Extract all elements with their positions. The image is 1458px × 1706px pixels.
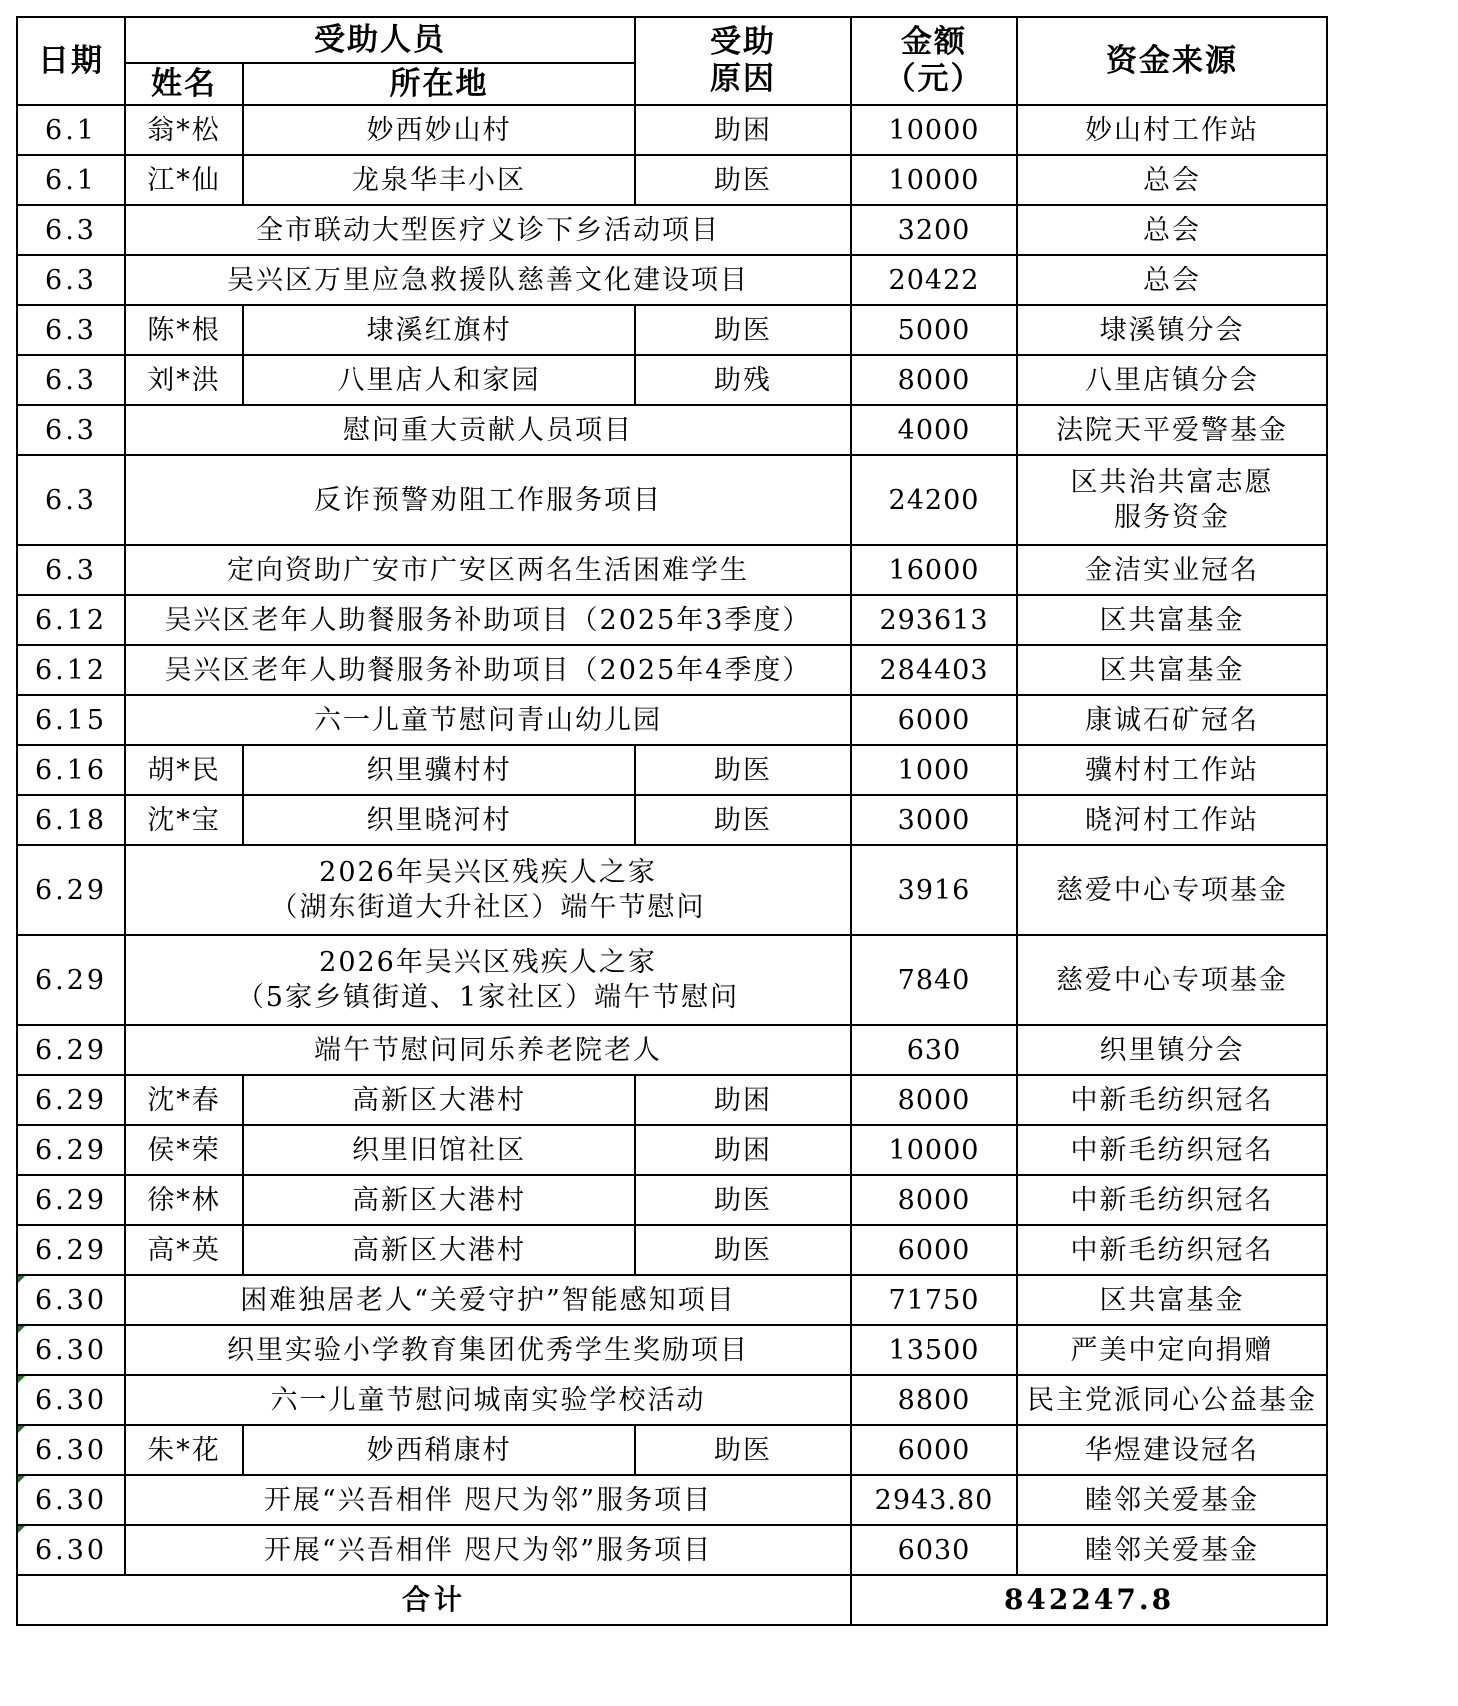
date-cell: 6.3 (17, 355, 125, 405)
table-row (17, 595, 1327, 645)
header-reason: 受助 原因 (635, 17, 851, 105)
source-cell: 织里镇分会 (1017, 1025, 1327, 1075)
source-cell: 中新毛纺织冠名 (1017, 1075, 1327, 1125)
source-cell: 骥村村工作站 (1017, 745, 1327, 795)
header-amount: 金额 （元） (851, 17, 1017, 105)
reason-cell: 助医 (635, 745, 851, 795)
source-cell: 法院天平爱警基金 (1017, 405, 1327, 455)
amount-cell: 6030 (851, 1525, 1017, 1575)
reason-cell: 助医 (635, 305, 851, 355)
location-cell: 高新区大港村 (243, 1075, 635, 1125)
table-row (17, 1275, 1327, 1325)
source-cell: 八里店镇分会 (1017, 355, 1327, 405)
source-cell: 晓河村工作站 (1017, 795, 1327, 845)
source-cell: 金洁实业冠名 (1017, 545, 1327, 595)
date-cell: 6.1 (17, 155, 125, 205)
project-cell: 端午节慰问同乐养老院老人 (125, 1025, 851, 1075)
amount-cell: 4000 (851, 405, 1017, 455)
project-cell: 2026年吴兴区残疾人之家 （5家乡镇街道、1家社区）端午节慰问 (125, 935, 851, 1025)
table-row (17, 1425, 1327, 1475)
table-row (17, 1475, 1327, 1525)
location-cell: 高新区大港村 (243, 1225, 635, 1275)
reason-cell: 助医 (635, 1175, 851, 1225)
source-cell: 区共治共富志愿 服务资金 (1017, 455, 1327, 545)
table-row (17, 1175, 1327, 1225)
table-row (17, 795, 1327, 845)
date-cell: 6.12 (17, 595, 125, 645)
table-row (17, 695, 1327, 745)
reason-cell: 助困 (635, 1075, 851, 1125)
total-row (17, 1575, 1327, 1625)
name-cell: 江*仙 (125, 155, 243, 205)
table-row (17, 1075, 1327, 1125)
amount-cell: 71750 (851, 1275, 1017, 1325)
project-cell: 2026年吴兴区残疾人之家 （湖东街道大升社区）端午节慰问 (125, 845, 851, 935)
reason-cell: 助困 (635, 1125, 851, 1175)
source-cell: 睦邻关爱基金 (1017, 1525, 1327, 1575)
date-cell: 6.3 (17, 255, 125, 305)
table-row (17, 105, 1327, 155)
header-date: 日期 (17, 17, 125, 105)
reason-cell: 助困 (635, 105, 851, 155)
table-row (17, 455, 1327, 545)
amount-cell: 3200 (851, 205, 1017, 255)
table-row (17, 205, 1327, 255)
date-cell: 6.3 (17, 205, 125, 255)
amount-cell: 13500 (851, 1325, 1017, 1375)
location-cell: 龙泉华丰小区 (243, 155, 635, 205)
total-label: 合计 (17, 1575, 851, 1625)
date-cell: 6.30 (17, 1475, 125, 1525)
amount-cell: 7840 (851, 935, 1017, 1025)
table-row (17, 935, 1327, 1025)
name-cell: 侯*荣 (125, 1125, 243, 1175)
amount-cell: 10000 (851, 1125, 1017, 1175)
source-cell: 妙山村工作站 (1017, 105, 1327, 155)
source-cell: 严美中定向捐赠 (1017, 1325, 1327, 1375)
source-cell: 慈爱中心专项基金 (1017, 935, 1327, 1025)
header-name: 姓名 (125, 63, 243, 105)
date-cell: 6.30 (17, 1525, 125, 1575)
date-cell: 6.29 (17, 1225, 125, 1275)
date-cell: 6.15 (17, 695, 125, 745)
location-cell: 八里店人和家园 (243, 355, 635, 405)
date-cell: 6.30 (17, 1275, 125, 1325)
amount-cell: 8800 (851, 1375, 1017, 1425)
source-cell: 睦邻关爱基金 (1017, 1475, 1327, 1525)
date-cell: 6.29 (17, 1075, 125, 1125)
date-cell: 6.1 (17, 105, 125, 155)
table-row (17, 745, 1327, 795)
header-source: 资金来源 (1017, 17, 1327, 105)
amount-cell: 8000 (851, 355, 1017, 405)
source-cell: 区共富基金 (1017, 1275, 1327, 1325)
amount-cell: 3916 (851, 845, 1017, 935)
location-cell: 织里骥村村 (243, 745, 635, 795)
project-cell: 困难独居老人“关爱守护”智能感知项目 (125, 1275, 851, 1325)
date-cell: 6.30 (17, 1425, 125, 1475)
amount-cell: 20422 (851, 255, 1017, 305)
project-cell: 吴兴区万里应急救援队慈善文化建设项目 (125, 255, 851, 305)
table-row (17, 545, 1327, 595)
project-cell: 吴兴区老年人助餐服务补助项目（2025年3季度） (125, 595, 851, 645)
location-cell: 妙西妙山村 (243, 105, 635, 155)
amount-cell: 8000 (851, 1075, 1017, 1125)
date-cell: 6.29 (17, 845, 125, 935)
date-cell: 6.3 (17, 545, 125, 595)
source-cell: 总会 (1017, 205, 1327, 255)
reason-cell: 助医 (635, 1425, 851, 1475)
name-cell: 刘*洪 (125, 355, 243, 405)
table-row (17, 305, 1327, 355)
date-cell: 6.16 (17, 745, 125, 795)
location-cell: 妙西稍康村 (243, 1425, 635, 1475)
source-cell: 民主党派同心公益基金 (1017, 1375, 1327, 1425)
location-cell: 织里晓河村 (243, 795, 635, 845)
name-cell: 朱*花 (125, 1425, 243, 1475)
name-cell: 翁*松 (125, 105, 243, 155)
table-row (17, 645, 1327, 695)
table-row (17, 1225, 1327, 1275)
date-cell: 6.29 (17, 1125, 125, 1175)
project-cell: 织里实验小学教育集团优秀学生奖励项目 (125, 1325, 851, 1375)
table-body (17, 105, 1327, 1575)
date-cell: 6.30 (17, 1325, 125, 1375)
project-cell: 全市联动大型医疗义诊下乡活动项目 (125, 205, 851, 255)
name-cell: 陈*根 (125, 305, 243, 355)
header-recipient-group: 受助人员 (125, 17, 635, 63)
amount-cell: 2943.80 (851, 1475, 1017, 1525)
name-cell: 徐*林 (125, 1175, 243, 1225)
date-cell: 6.3 (17, 455, 125, 545)
table-row (17, 255, 1327, 305)
project-cell: 吴兴区老年人助餐服务补助项目（2025年4季度） (125, 645, 851, 695)
reason-cell: 助残 (635, 355, 851, 405)
project-cell: 反诈预警劝阻工作服务项目 (125, 455, 851, 545)
table-row (17, 405, 1327, 455)
project-cell: 定向资助广安市广安区两名生活困难学生 (125, 545, 851, 595)
name-cell: 沈*宝 (125, 795, 243, 845)
amount-cell: 630 (851, 1025, 1017, 1075)
amount-cell: 5000 (851, 305, 1017, 355)
table-row (17, 155, 1327, 205)
location-cell: 埭溪红旗村 (243, 305, 635, 355)
reason-cell: 助医 (635, 1225, 851, 1275)
date-cell: 6.29 (17, 935, 125, 1025)
project-cell: 开展“兴吾相伴 咫尺为邻”服务项目 (125, 1475, 851, 1525)
location-cell: 织里旧馆社区 (243, 1125, 635, 1175)
date-cell: 6.30 (17, 1375, 125, 1425)
amount-cell: 6000 (851, 1225, 1017, 1275)
source-cell: 总会 (1017, 155, 1327, 205)
project-cell: 慰问重大贡献人员项目 (125, 405, 851, 455)
reason-cell: 助医 (635, 795, 851, 845)
amount-cell: 10000 (851, 105, 1017, 155)
source-cell: 中新毛纺织冠名 (1017, 1175, 1327, 1225)
name-cell: 高*英 (125, 1225, 243, 1275)
table-row (17, 1025, 1327, 1075)
table-row (17, 1525, 1327, 1575)
date-cell: 6.3 (17, 405, 125, 455)
amount-cell: 284403 (851, 645, 1017, 695)
amount-cell: 293613 (851, 595, 1017, 645)
table-row (17, 1375, 1327, 1425)
amount-cell: 8000 (851, 1175, 1017, 1225)
table-row (17, 1125, 1327, 1175)
source-cell: 区共富基金 (1017, 645, 1327, 695)
date-cell: 6.18 (17, 795, 125, 845)
source-cell: 慈爱中心专项基金 (1017, 845, 1327, 935)
source-cell: 总会 (1017, 255, 1327, 305)
donation-table-sheet (16, 16, 1328, 1626)
header-location: 所在地 (243, 63, 635, 105)
date-cell: 6.29 (17, 1025, 125, 1075)
source-cell: 康诚石矿冠名 (1017, 695, 1327, 745)
date-cell: 6.12 (17, 645, 125, 695)
table-row (17, 1325, 1327, 1375)
location-cell: 高新区大港村 (243, 1175, 635, 1225)
amount-cell: 16000 (851, 545, 1017, 595)
donation-table (16, 16, 1328, 1626)
source-cell: 华煜建设冠名 (1017, 1425, 1327, 1475)
date-cell: 6.3 (17, 305, 125, 355)
table-row (17, 845, 1327, 935)
project-cell: 六一儿童节慰问城南实验学校活动 (125, 1375, 851, 1425)
project-cell: 六一儿童节慰问青山幼儿园 (125, 695, 851, 745)
amount-cell: 24200 (851, 455, 1017, 545)
total-amount: 842247.8 (851, 1575, 1327, 1625)
reason-cell: 助医 (635, 155, 851, 205)
project-cell: 开展“兴吾相伴 咫尺为邻”服务项目 (125, 1525, 851, 1575)
date-cell: 6.29 (17, 1175, 125, 1225)
amount-cell: 6000 (851, 1425, 1017, 1475)
source-cell: 区共富基金 (1017, 595, 1327, 645)
source-cell: 埭溪镇分会 (1017, 305, 1327, 355)
name-cell: 胡*民 (125, 745, 243, 795)
amount-cell: 3000 (851, 795, 1017, 845)
amount-cell: 1000 (851, 745, 1017, 795)
table-row (17, 355, 1327, 405)
amount-cell: 10000 (851, 155, 1017, 205)
amount-cell: 6000 (851, 695, 1017, 745)
source-cell: 中新毛纺织冠名 (1017, 1125, 1327, 1175)
name-cell: 沈*春 (125, 1075, 243, 1125)
source-cell: 中新毛纺织冠名 (1017, 1225, 1327, 1275)
